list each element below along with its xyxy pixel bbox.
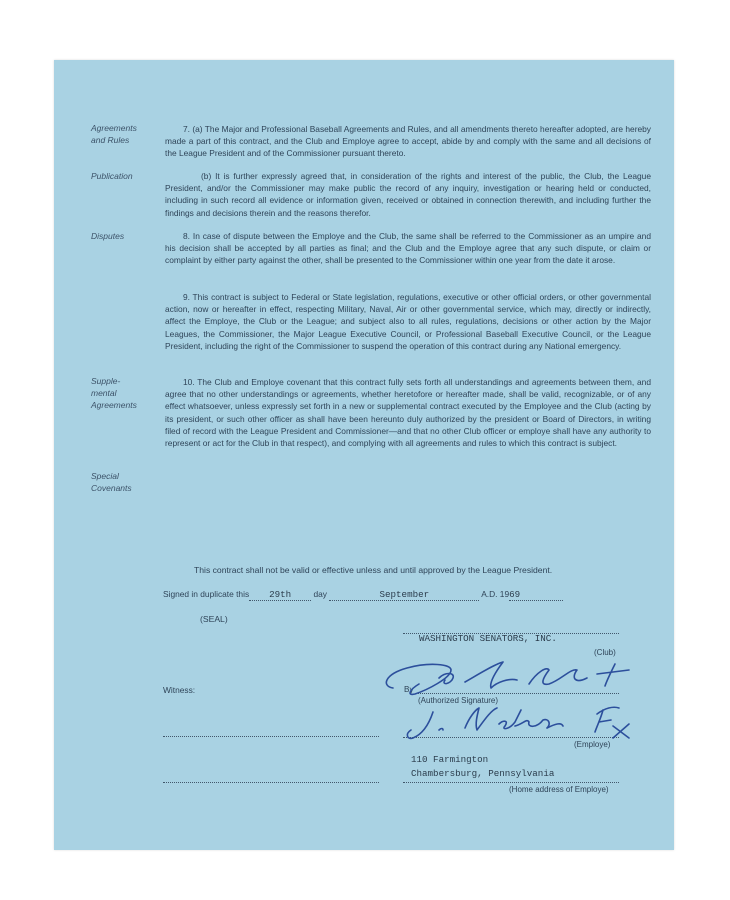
month-field: [329, 589, 479, 601]
paragraph-9: [165, 291, 651, 352]
month-value: September: [379, 589, 430, 600]
paragraph-8: [165, 230, 651, 267]
paragraph-7b: [165, 170, 651, 219]
paragraph-7a: [165, 123, 651, 160]
paragraph-text: 9. This contract is subject to Federal or State legislation, regulations, executive or other official orders, or other governmental action, now or hereafter in effect, respecting Military, Naval, Air or other governmental service, which may, directly or indirectly, affect the Employe, the Club or the League; and subject also to all rules, regulations, decisions or other action by the Major Leagues, the Commissioner, the Major League Executive Council, or Professional Baseball Executive Council, or the League President, including the right of the Commissioner to suspend the operation of this contract during any National emergency.: [165, 292, 651, 351]
address-line: [403, 782, 619, 783]
side-label-special-covenants: [91, 470, 161, 494]
side-label-line: Special: [91, 471, 119, 481]
paragraph-10: [165, 376, 651, 449]
contract-page: [54, 60, 674, 850]
by-label: By: [404, 685, 414, 694]
club-label: (Club): [594, 648, 616, 657]
witness-line-1: [163, 736, 379, 737]
day-value: 29th: [269, 589, 292, 600]
side-label-line: Agreements: [91, 123, 137, 133]
day-field: [249, 589, 311, 601]
day-word: day: [313, 589, 327, 599]
side-label-publication: [91, 170, 161, 182]
side-label-agreements: [91, 122, 161, 146]
paragraph-text: (b) It is further expressly agreed that, in consideration of the rights and interest of the public, the Club, the League President, and/or the Commissioner may make public the record of any inquiry, investigation or hearing held or conducted, including in such record all evidence or information given, received or obtained in connection therewith, and including further the findings and decisions therein and the reasons therefor.: [165, 171, 651, 218]
side-label-disputes: [91, 230, 161, 242]
club-name: WASHINGTON SENATORS, INC.: [419, 633, 557, 644]
side-label-line: Agreements: [91, 400, 137, 410]
side-label-line: Supple-: [91, 376, 121, 386]
employe-label: (Employe): [574, 740, 611, 749]
paragraph-text: 7. (a) The Major and Professional Baseball Agreements and Rules, and all amendments thereto hereafter adopted, are hereby made a part of this contract, and the Club and Employe agree to accept, abide by and comply with the same and all decisions of the League President and of the Commissioner pursuant thereto.: [165, 124, 651, 159]
side-label-line: and Rules: [91, 135, 130, 145]
year-field: [509, 589, 563, 601]
employe-signature-icon: [399, 700, 639, 744]
side-label-line: Publication: [91, 171, 133, 181]
paragraph-text: 10. The Club and Employe covenant that this contract fully sets forth all understandings and agreements between them, and agree that no other understandings or agreements, whether heretofore or hereafter made, shall be valid, recognizable, or of any effect whatsoever, unless expressly set forth in a new or supplemental contract executed by the Employee and the Club (acting by its president, or such other officer as shall have been hereunto duly authorized by the president or Board of Directors, in writing filed of record with the League President and Commissioner—and that no other Club officer or employe shall have any authority to represent or act for the Club in that respect), and complying with all agreements and rules to which this contract is subject.: [165, 377, 651, 449]
signed-prefix: Signed in duplicate this: [163, 589, 250, 599]
authorized-signature-icon: [379, 656, 639, 702]
address-line-2: Chambersburg, Pennsylvania: [411, 768, 555, 779]
signed-date-line: [163, 589, 633, 601]
side-label-line: mental: [91, 388, 117, 398]
ad-label: A.D. 19: [481, 589, 510, 599]
paragraph-text: 8. In case of dispute between the Employe and the Club, the same shall be referred to the Commissioner as an umpire and his decision shall be accepted by all parties as final; and the Club and the Employe agree that any such dispute, or claim or complaint by either party against the other, shall be presented to the Commissioner within one year from the date it arose.: [165, 231, 651, 266]
authorized-signature-label: (Authorized Signature): [418, 696, 499, 705]
side-label-supplemental: [91, 375, 161, 411]
seal-label: (SEAL): [200, 614, 228, 624]
validity-note: This contract shall not be valid or effective unless and until approved by the League President.: [194, 565, 553, 575]
address-label: (Home address of Employe): [509, 785, 609, 794]
side-label-line: Covenants: [91, 483, 132, 493]
side-label-line: Disputes: [91, 231, 125, 241]
witness-label: Witness:: [163, 685, 196, 695]
year-value: 69: [509, 589, 521, 600]
address-line-1: 110 Farmington: [411, 754, 489, 765]
witness-line-2: [163, 782, 379, 783]
